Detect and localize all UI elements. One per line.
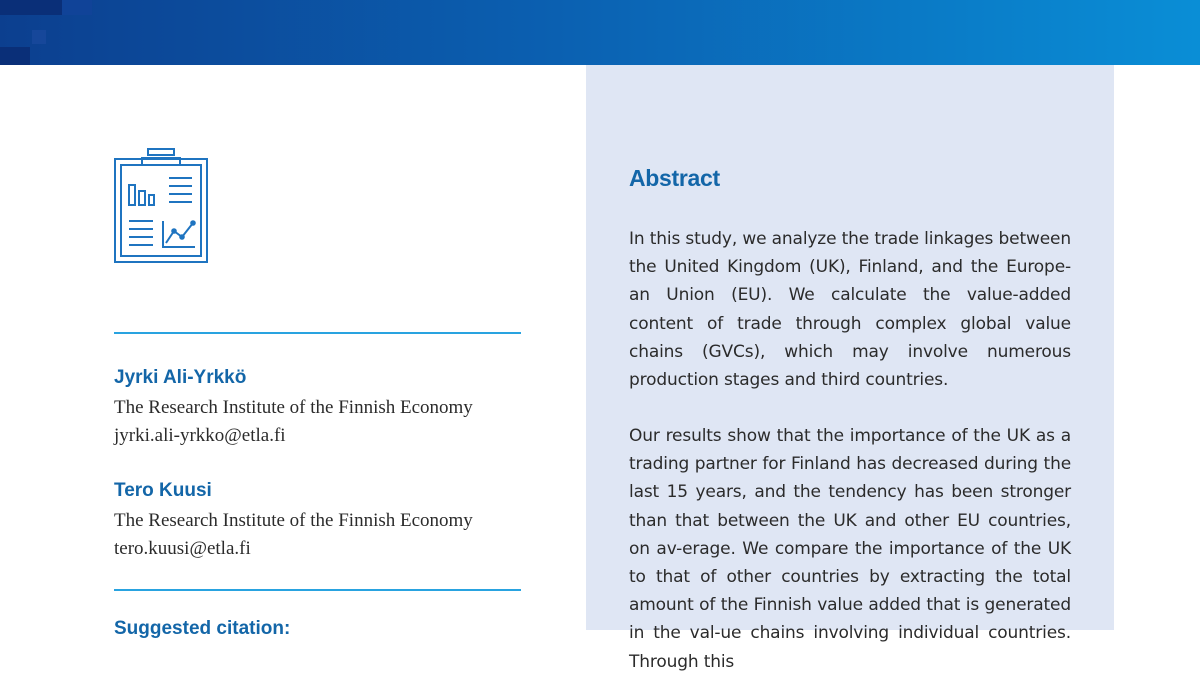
author-name: Tero Kuusi [114, 480, 212, 501]
banner-pixel-block [0, 0, 62, 15]
abstract-title: Abstract [629, 165, 720, 191]
author-email: jyrki.ali-yrkko@etla.fi [114, 425, 286, 446]
abstract-panel [586, 65, 1114, 672]
author-affiliation: The Research Institute of the Finnish Economy [114, 397, 473, 418]
author-email: tero.kuusi@etla.fi [114, 538, 251, 559]
section-divider [114, 332, 521, 334]
citation-heading: Suggested citation: [114, 618, 291, 639]
abstract-paragraph: Our results show that the importance of the UK as a trading partner for Finland has decreased during the last 15 years, and the tendency has been stronger than that between the UK and other EU countries, on av-erage. We compare the importance of the UK to that of other countries by extracting the total amount of the Finnish value added that is generated in the val-ue chains involving individual countries. Through this [629, 426, 1071, 672]
abstract-paragraph: In this study, we analyze the trade linkages between the United Kingdom (UK), Finland, and the Europe-an Union (EU). We calculate the value-added content of trade through complex global value chains (GVCs), which may involve numerous production stages and third countries. [629, 229, 1071, 391]
banner-pixel-block [0, 47, 30, 65]
author-name: Jyrki Ali-Yrkkö [114, 367, 247, 388]
author-affiliation: The Research Institute of the Finnish Economy [114, 510, 473, 531]
banner-pixel-block [32, 30, 46, 44]
section-divider [114, 589, 521, 591]
banner-pixel-block [62, 0, 92, 15]
header-banner [0, 0, 1200, 65]
clipboard-chart-icon [112, 148, 210, 266]
